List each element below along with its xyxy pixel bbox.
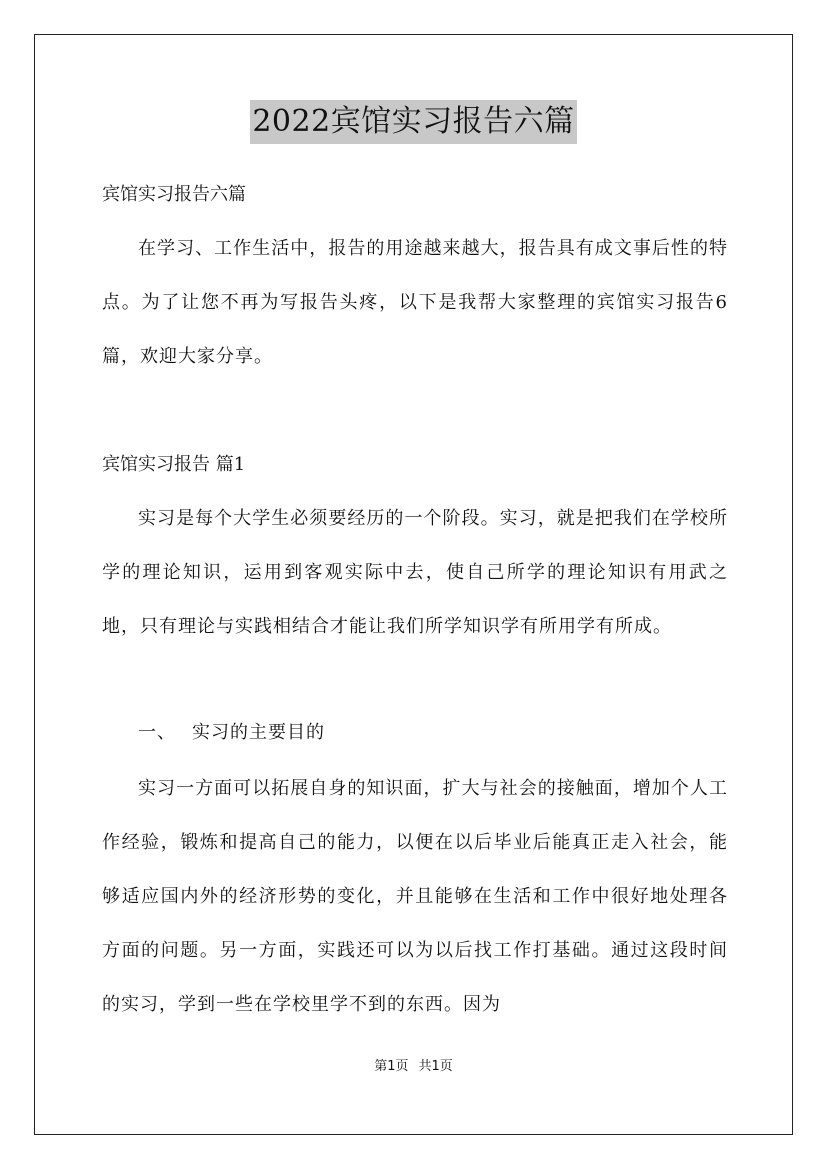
- document-subtitle: 宾馆实习报告六篇: [102, 184, 246, 205]
- intro-paragraph: 在学习、工作生活中，报告的用途越来越大，报告具有成文事后性的特点。为了让您不再为写报告头疼，以下是我帮大家整理的宾馆实习报告6篇，欢迎大家分享。: [102, 238, 728, 367]
- page-footer: [0, 1055, 827, 1074]
- section-paragraph-1: 实习是每个大学生必须要经历的一个阶段。实习，就是把我们在学校所学的理论知识，运用到客观实际中去，使自己所学的理论知识有用武之地，只有理论与实践相结合才能让我们所学知识学有所用学有所成。: [102, 508, 728, 637]
- page-total: 共1页: [418, 1059, 453, 1074]
- title-container: [0, 100, 827, 144]
- list-item-text: 实习的主要目的: [192, 722, 325, 743]
- page-number: 第1页: [374, 1059, 409, 1074]
- list-item-number: 一、: [138, 722, 176, 743]
- list-item-heading: [102, 718, 764, 748]
- section-paragraph-2: 实习一方面可以拓展自身的知识面，扩大与社会的接触面，增加个人工作经验，锻炼和提高自己的能力，以便在以后毕业后能真正走入社会，能够适应国内外的经济形势的变化，并且能够在生活和工作中很好地处理各方面的问题。另一方面，实践还可以为以后找工作打基础。通过这段时间的实习，学到一些在学校里学不到的东西。因为: [102, 778, 728, 1015]
- document-title: 2022宾馆实习报告六篇: [250, 100, 576, 144]
- section-heading: 宾馆实习报告 篇1: [102, 454, 246, 475]
